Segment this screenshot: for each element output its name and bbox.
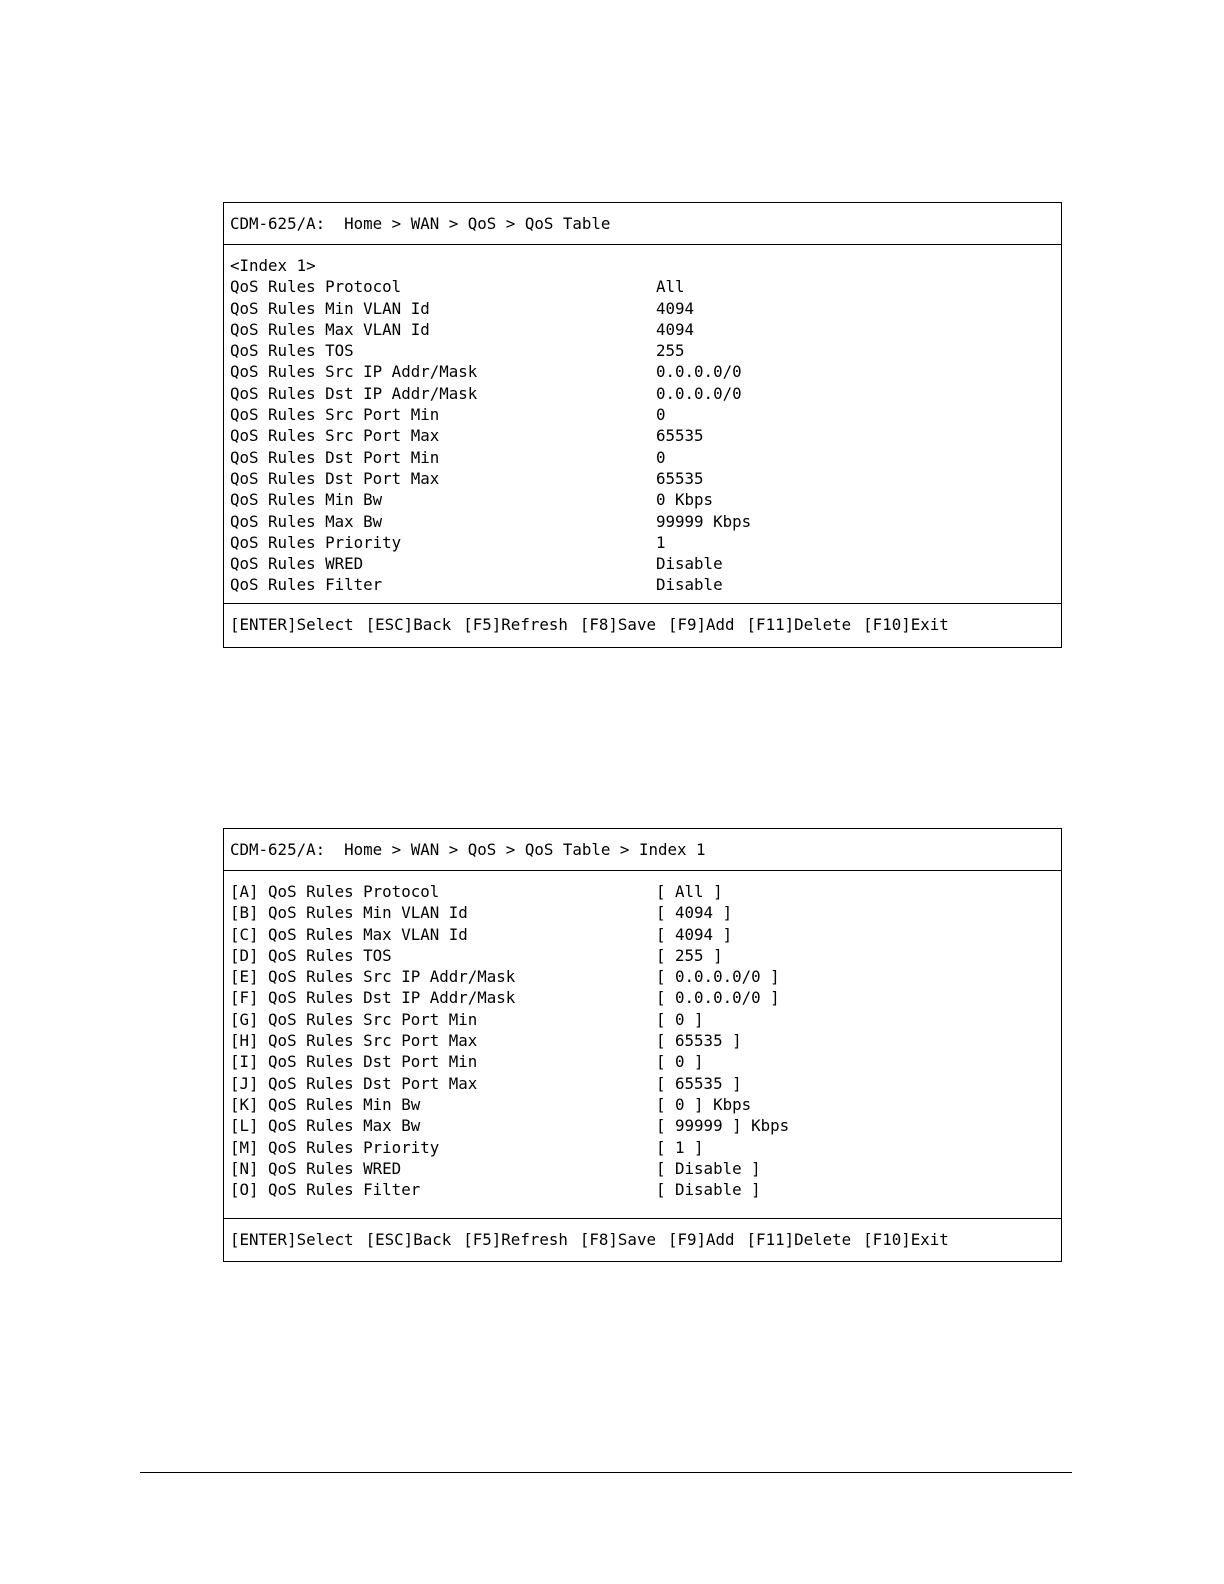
setting-label: [J] QoS Rules Dst Port Max [230, 1073, 478, 1093]
setting-row [230, 276, 1061, 297]
setting-label: QoS Rules Filter [230, 575, 383, 595]
setting-label: QoS Rules Src Port Max [230, 426, 440, 446]
setting-value: 0 [656, 405, 666, 425]
setting-row[interactable] [230, 1073, 1061, 1094]
setting-row [230, 319, 1061, 340]
qos-table-body [224, 245, 1061, 604]
setting-label: QoS Rules Dst Port Min [230, 447, 440, 467]
setting-label: QoS Rules Dst Port Max [230, 468, 440, 488]
setting-row [230, 468, 1061, 489]
setting-value[interactable]: [ 4094 ] [656, 903, 733, 923]
setting-row [230, 511, 1061, 532]
setting-value[interactable]: [ Disable ] [656, 1158, 761, 1178]
setting-row [230, 574, 1061, 595]
function-key[interactable]: [F8]Save [579, 615, 656, 634]
setting-value: 99999 Kbps [656, 511, 752, 531]
setting-row [230, 404, 1061, 425]
function-key-bar [224, 1219, 1061, 1250]
setting-label: QoS Rules Src Port Min [230, 405, 440, 425]
setting-value: 255 [656, 341, 685, 361]
setting-label: QoS Rules Min VLAN Id [230, 298, 430, 318]
setting-row[interactable] [230, 924, 1061, 945]
setting-value: 0.0.0.0/0 [656, 362, 742, 382]
setting-row[interactable] [230, 945, 1061, 966]
function-key[interactable]: [F10]Exit [863, 1230, 949, 1249]
setting-label: [L] QoS Rules Max Bw [230, 1116, 421, 1136]
function-key-bar [224, 604, 1061, 635]
setting-value: 0 Kbps [656, 490, 714, 510]
breadcrumb: CDM-625/A: Home > WAN > QoS > QoS Table > Index 1 [224, 829, 1061, 871]
setting-value[interactable]: [ Disable ] [656, 1180, 761, 1200]
function-key[interactable]: [F8]Save [579, 1230, 656, 1249]
function-key[interactable]: [F5]Refresh [463, 615, 568, 634]
function-key[interactable]: [ENTER]Select [230, 615, 354, 634]
qos-table-screen [223, 202, 1062, 648]
page-footer-rule [140, 1472, 1072, 1473]
setting-value[interactable]: [ 1 ] [656, 1137, 704, 1157]
setting-value[interactable]: [ 0 ] [656, 1009, 704, 1029]
setting-row[interactable] [230, 1030, 1061, 1051]
setting-value[interactable]: [ 4094 ] [656, 924, 733, 944]
setting-row [230, 553, 1061, 574]
setting-value: Disable [656, 554, 723, 574]
function-key[interactable]: [ENTER]Select [230, 1230, 354, 1249]
setting-value[interactable]: [ 0.0.0.0/0 ] [656, 967, 780, 987]
function-key[interactable]: [F9]Add [667, 615, 735, 634]
setting-value: 4094 [656, 319, 695, 339]
setting-value[interactable]: [ 255 ] [656, 945, 723, 965]
setting-label: [B] QoS Rules Min VLAN Id [230, 903, 468, 923]
setting-row [230, 447, 1061, 468]
setting-row[interactable] [230, 1094, 1061, 1115]
setting-value[interactable]: [ 0 ] Kbps [656, 1094, 752, 1114]
setting-label: QoS Rules Dst IP Addr/Mask [230, 383, 478, 403]
function-key[interactable]: [ESC]Back [365, 615, 452, 634]
setting-value[interactable]: [ 65535 ] [656, 1073, 742, 1093]
setting-row [230, 361, 1061, 382]
setting-label: [K] QoS Rules Min Bw [230, 1094, 421, 1114]
setting-row[interactable] [230, 1158, 1061, 1179]
setting-label: [D] QoS Rules TOS [230, 945, 392, 965]
setting-row[interactable] [230, 1009, 1061, 1030]
setting-value[interactable]: [ 99999 ] Kbps [656, 1116, 790, 1136]
setting-row [230, 489, 1061, 510]
setting-row[interactable] [230, 1051, 1061, 1072]
setting-value[interactable]: [ All ] [656, 882, 723, 901]
setting-label: [I] QoS Rules Dst Port Min [230, 1052, 478, 1072]
setting-label: QoS Rules TOS [230, 341, 354, 361]
setting-label: QoS Rules Max VLAN Id [230, 319, 430, 339]
setting-label: [O] QoS Rules Filter [230, 1180, 421, 1200]
setting-row[interactable] [230, 1179, 1061, 1200]
setting-row[interactable] [230, 1115, 1061, 1136]
setting-row[interactable] [230, 881, 1061, 902]
setting-value: 4094 [656, 298, 695, 318]
setting-label: [E] QoS Rules Src IP Addr/Mask [230, 967, 516, 987]
setting-row[interactable] [230, 902, 1061, 923]
setting-value[interactable]: [ 0.0.0.0/0 ] [656, 988, 780, 1008]
setting-value: Disable [656, 575, 723, 595]
setting-label: [G] QoS Rules Src Port Min [230, 1009, 478, 1029]
setting-value: 0 [656, 447, 666, 467]
function-key[interactable]: [F10]Exit [863, 615, 949, 634]
setting-row[interactable] [230, 966, 1061, 987]
setting-row [230, 340, 1061, 361]
setting-row[interactable] [230, 987, 1061, 1008]
qos-index-body [224, 871, 1061, 1219]
qos-index-edit-screen [223, 828, 1062, 1262]
setting-row[interactable] [230, 1137, 1061, 1158]
setting-label: QoS Rules Src IP Addr/Mask [230, 362, 478, 382]
setting-value: 1 [656, 532, 666, 552]
setting-label: [M] QoS Rules Priority [230, 1137, 440, 1157]
setting-label: [A] QoS Rules Protocol [230, 882, 440, 901]
setting-label: [N] QoS Rules WRED [230, 1158, 402, 1178]
setting-value[interactable]: [ 0 ] [656, 1052, 704, 1072]
setting-label: [C] QoS Rules Max VLAN Id [230, 924, 468, 944]
function-key[interactable]: [F5]Refresh [463, 1230, 568, 1249]
setting-label: QoS Rules Min Bw [230, 490, 383, 510]
setting-label: [F] QoS Rules Dst IP Addr/Mask [230, 988, 516, 1008]
setting-label: QoS Rules WRED [230, 554, 364, 574]
setting-row [230, 383, 1061, 404]
function-key[interactable]: [ESC]Back [365, 1230, 452, 1249]
function-key[interactable]: [F11]Delete [746, 1230, 852, 1249]
setting-value: 0.0.0.0/0 [656, 383, 742, 403]
setting-row [230, 532, 1061, 553]
setting-label: QoS Rules Protocol [230, 277, 402, 297]
setting-label: [H] QoS Rules Src Port Max [230, 1031, 478, 1051]
setting-value[interactable]: [ 65535 ] [656, 1031, 742, 1051]
setting-label: QoS Rules Max Bw [230, 511, 383, 531]
breadcrumb: CDM-625/A: Home > WAN > QoS > QoS Table [224, 203, 1061, 245]
index-label[interactable]: <Index 1> [230, 256, 316, 275]
setting-value: All [656, 277, 685, 297]
setting-row [230, 425, 1061, 446]
function-key[interactable]: [F9]Add [667, 1230, 735, 1249]
setting-label: QoS Rules Priority [230, 532, 402, 552]
setting-row [230, 298, 1061, 319]
function-key[interactable]: [F11]Delete [746, 615, 852, 634]
setting-value: 65535 [656, 426, 704, 446]
setting-value: 65535 [656, 468, 704, 488]
